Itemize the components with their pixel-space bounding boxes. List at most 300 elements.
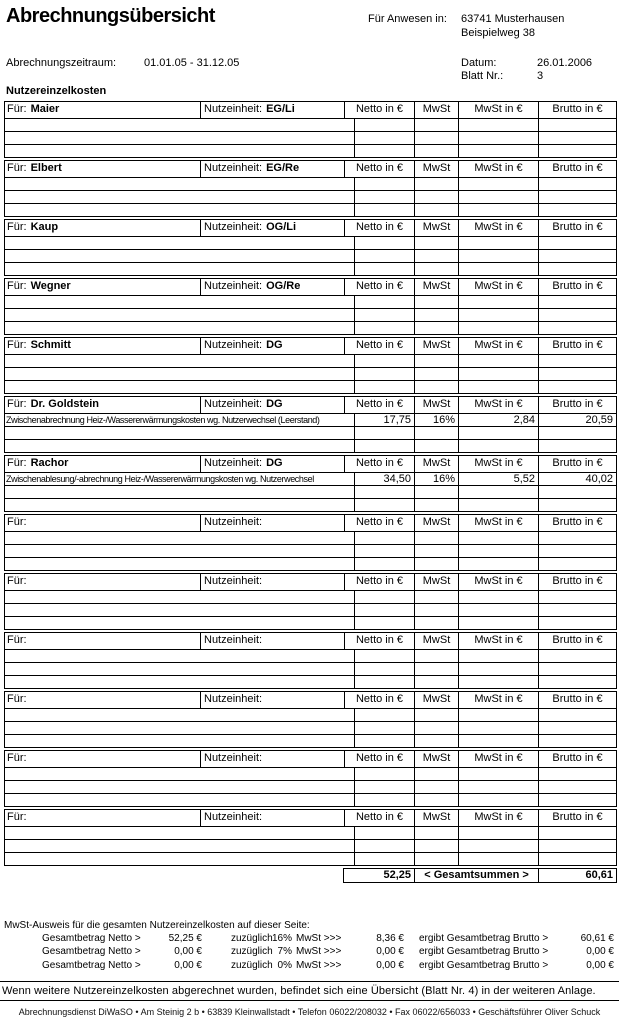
netto-value xyxy=(354,296,414,308)
brutto-value xyxy=(538,827,616,839)
col-header-mwst-eur: MwSt in € xyxy=(458,810,538,826)
fuer-label: Für: xyxy=(7,162,27,174)
cost-description xyxy=(5,440,354,452)
cost-description xyxy=(5,545,354,557)
mwst-rate-value xyxy=(414,204,458,216)
footer-company-line: Abrechnungsdienst DiWaSO • Am Steinig 2 b • 63839 Kleinwallstadt • Telefon 06022/208032 • Fax 06022/656033 • Geschäftsführer Oliver Schuck xyxy=(18,1007,601,1017)
mwst-rate-value xyxy=(414,355,458,367)
cost-block xyxy=(4,632,617,689)
brutto-value xyxy=(538,840,616,852)
mwst-eur-value xyxy=(458,145,538,157)
page-title: Abrechnungsübersicht xyxy=(6,5,215,27)
tenant-cell xyxy=(5,633,200,649)
col-header-mwst-eur: MwSt in € xyxy=(458,161,538,177)
vat-mwst-value: 8,36 € xyxy=(376,933,404,944)
cost-row xyxy=(5,203,616,216)
col-header-netto: Netto in € xyxy=(344,161,414,177)
brutto-value xyxy=(538,204,616,216)
cost-row xyxy=(5,367,616,380)
netto-value xyxy=(354,840,414,852)
brutto-value xyxy=(538,499,616,511)
vat-brutto-value: 0,00 € xyxy=(586,946,614,958)
cost-description xyxy=(5,132,354,144)
unit-cell xyxy=(200,161,344,177)
unit-cell xyxy=(200,338,344,354)
unit-cell xyxy=(200,692,344,708)
cost-description xyxy=(5,250,354,262)
cost-row xyxy=(5,295,616,308)
mwst-rate-value: 16% xyxy=(414,414,458,426)
brutto-value xyxy=(538,617,616,629)
mwst-rate-value xyxy=(414,735,458,747)
brutto-value xyxy=(538,591,616,603)
mwst-rate-value xyxy=(414,381,458,393)
cost-row xyxy=(5,131,616,144)
mwst-eur-value xyxy=(458,204,538,216)
sheet-number-value: 3 xyxy=(537,70,544,82)
tenant-cell xyxy=(5,220,200,236)
vat-netto-value: 0,00 € xyxy=(174,959,202,971)
brutto-value xyxy=(538,486,616,498)
tenant-name: Schmitt xyxy=(30,339,71,351)
cost-description xyxy=(5,768,354,780)
cost-row xyxy=(5,721,616,734)
cost-row xyxy=(5,544,616,557)
mwst-eur-value xyxy=(458,132,538,144)
vat-percent: 0% xyxy=(277,959,292,971)
block-header-row xyxy=(5,279,616,295)
brutto-value xyxy=(538,545,616,557)
mwst-eur-value xyxy=(458,676,538,688)
cost-block xyxy=(4,691,617,748)
netto-value xyxy=(354,309,414,321)
mwst-eur-value xyxy=(458,322,538,334)
col-header-mwst: MwSt xyxy=(414,751,458,767)
mwst-eur-value xyxy=(458,663,538,675)
netto-value xyxy=(354,604,414,616)
cost-description xyxy=(5,840,354,852)
col-header-brutto: Brutto in € xyxy=(538,279,616,295)
netto-value: 34,50 xyxy=(354,473,414,485)
col-header-mwst: MwSt xyxy=(414,456,458,472)
fuer-label: Für: xyxy=(7,280,27,292)
cost-row xyxy=(5,839,616,852)
mwst-eur-value xyxy=(458,427,538,439)
block-header-row xyxy=(5,338,616,354)
brutto-value xyxy=(538,145,616,157)
netto-value: 17,75 xyxy=(354,414,414,426)
netto-value xyxy=(354,499,414,511)
mwst-rate-value xyxy=(414,440,458,452)
cost-row xyxy=(5,852,616,865)
netto-value xyxy=(354,663,414,675)
col-header-mwst: MwSt xyxy=(414,338,458,354)
cost-row xyxy=(5,590,616,603)
vat-add-label: zuzüglich xyxy=(231,946,273,958)
unit-label: Nutzeinheit: xyxy=(204,634,263,646)
cost-description xyxy=(5,263,354,275)
cost-description xyxy=(5,558,354,570)
cost-block xyxy=(4,514,617,571)
vat-add-label: zuzüglich xyxy=(231,959,273,971)
mwst-eur-value xyxy=(458,263,538,275)
mwst-eur-value: 5,52 xyxy=(458,473,538,485)
vat-netto-value: 52,25 € xyxy=(168,933,202,944)
unit-cell xyxy=(200,633,344,649)
cost-row xyxy=(5,557,616,570)
brutto-value xyxy=(538,663,616,675)
cost-description xyxy=(5,827,354,839)
tenant-name: Rachor xyxy=(30,457,69,469)
cost-description xyxy=(5,591,354,603)
col-header-brutto: Brutto in € xyxy=(538,692,616,708)
tenant-cell xyxy=(5,515,200,531)
cost-block xyxy=(4,160,617,217)
cost-description xyxy=(5,322,354,334)
col-header-netto: Netto in € xyxy=(344,751,414,767)
totals-row xyxy=(343,868,617,883)
netto-value xyxy=(354,145,414,157)
unit-label: Nutzeinheit: xyxy=(204,752,263,764)
cost-description xyxy=(5,204,354,216)
cost-row xyxy=(5,531,616,544)
brutto-value xyxy=(538,119,616,131)
brutto-value xyxy=(538,440,616,452)
mwst-rate-value xyxy=(414,768,458,780)
cost-row xyxy=(5,144,616,157)
mwst-rate-value xyxy=(414,663,458,675)
cost-block xyxy=(4,455,617,512)
col-header-netto: Netto in € xyxy=(344,338,414,354)
brutto-value xyxy=(538,794,616,806)
date-label: Datum: xyxy=(461,57,497,69)
fuer-label: Für: xyxy=(7,575,27,587)
cost-row xyxy=(5,426,616,439)
mwst-rate-value xyxy=(414,309,458,321)
cost-row xyxy=(5,249,616,262)
unit-cell xyxy=(200,456,344,472)
unit-label: Nutzeinheit: xyxy=(204,457,263,469)
mwst-eur-value xyxy=(458,499,538,511)
cost-description xyxy=(5,794,354,806)
vat-brutto-value: 60,61 € xyxy=(580,933,614,944)
cost-description xyxy=(5,650,354,662)
cost-row xyxy=(5,472,616,485)
block-header-row xyxy=(5,810,616,826)
mwst-eur-value xyxy=(458,191,538,203)
footer-note: Wenn weitere Nutzereinzelkosten abgerechnet wurden, befindet sich eine Übersicht (Blatt Nr. 4) in der weiteren Anlage. xyxy=(0,981,619,1001)
mwst-eur-value xyxy=(458,768,538,780)
cost-description xyxy=(5,355,354,367)
cost-description xyxy=(5,676,354,688)
netto-value xyxy=(354,178,414,190)
netto-value xyxy=(354,119,414,131)
col-header-netto: Netto in € xyxy=(344,279,414,295)
tenant-cell xyxy=(5,751,200,767)
fuer-label: Für: xyxy=(7,103,27,115)
col-header-mwst: MwSt xyxy=(414,633,458,649)
vat-row xyxy=(0,933,619,946)
mwst-rate-value xyxy=(414,781,458,793)
mwst-eur-value xyxy=(458,794,538,806)
col-header-netto: Netto in € xyxy=(344,810,414,826)
cost-row xyxy=(5,826,616,839)
col-header-brutto: Brutto in € xyxy=(538,456,616,472)
cost-description xyxy=(5,145,354,157)
cost-block xyxy=(4,750,617,807)
tenant-cell xyxy=(5,279,200,295)
mwst-eur-value xyxy=(458,309,538,321)
fuer-label: Für: xyxy=(7,752,27,764)
netto-value xyxy=(354,263,414,275)
mwst-rate-value: 16% xyxy=(414,473,458,485)
col-header-brutto: Brutto in € xyxy=(538,161,616,177)
brutto-value xyxy=(538,604,616,616)
brutto-value xyxy=(538,309,616,321)
block-header-row xyxy=(5,220,616,236)
col-header-mwst: MwSt xyxy=(414,397,458,413)
mwst-rate-value xyxy=(414,237,458,249)
unit-label: Nutzeinheit: xyxy=(204,398,263,410)
unit-cell xyxy=(200,574,344,590)
unit-label: Nutzeinheit: xyxy=(204,693,263,705)
cost-description xyxy=(5,532,354,544)
mwst-rate-value xyxy=(414,604,458,616)
netto-value xyxy=(354,794,414,806)
col-header-brutto: Brutto in € xyxy=(538,633,616,649)
fuer-label: Für: xyxy=(7,693,27,705)
unit-label: Nutzeinheit: xyxy=(204,221,263,233)
brutto-value xyxy=(538,355,616,367)
cost-block xyxy=(4,337,617,394)
netto-value xyxy=(354,617,414,629)
mwst-eur-value xyxy=(458,827,538,839)
block-header-row xyxy=(5,456,616,472)
mwst-rate-value xyxy=(414,132,458,144)
col-header-mwst-eur: MwSt in € xyxy=(458,279,538,295)
unit-value: OG/Re xyxy=(266,280,301,292)
cost-row xyxy=(5,734,616,747)
cost-row xyxy=(5,662,616,675)
cost-row xyxy=(5,793,616,806)
cost-row xyxy=(5,780,616,793)
netto-value xyxy=(354,545,414,557)
cost-description xyxy=(5,486,354,498)
netto-value xyxy=(354,381,414,393)
cost-row xyxy=(5,708,616,721)
unit-label: Nutzeinheit: xyxy=(204,280,263,292)
brutto-value xyxy=(538,532,616,544)
cost-row xyxy=(5,498,616,511)
cost-blocks xyxy=(0,101,619,883)
col-header-mwst: MwSt xyxy=(414,574,458,590)
brutto-value xyxy=(538,381,616,393)
mwst-eur-value xyxy=(458,617,538,629)
col-header-mwst-eur: MwSt in € xyxy=(458,692,538,708)
cost-description xyxy=(5,368,354,380)
netto-value xyxy=(354,440,414,452)
mwst-eur-value xyxy=(458,296,538,308)
col-header-mwst-eur: MwSt in € xyxy=(458,751,538,767)
tenant-cell xyxy=(5,397,200,413)
cost-description xyxy=(5,604,354,616)
vat-result-label: ergibt Gesamtbetrag Brutto > xyxy=(419,933,549,944)
totals-netto: 52,25 xyxy=(383,869,411,881)
tenant-cell xyxy=(5,692,200,708)
col-header-mwst: MwSt xyxy=(414,220,458,236)
unit-cell xyxy=(200,397,344,413)
netto-value xyxy=(354,191,414,203)
fuer-label: Für: xyxy=(7,811,27,823)
cost-block xyxy=(4,809,617,866)
netto-value xyxy=(354,204,414,216)
cost-block xyxy=(4,278,617,335)
fuer-label: Für: xyxy=(7,398,27,410)
period-value: 01.01.05 - 31.12.05 xyxy=(144,57,240,69)
brutto-value: 20,59 xyxy=(538,414,616,426)
tenant-name: Dr. Goldstein xyxy=(30,398,100,410)
unit-value: EG/Li xyxy=(266,103,295,115)
fuer-label: Für: xyxy=(7,221,27,233)
mwst-rate-value xyxy=(414,650,458,662)
cost-description xyxy=(5,663,354,675)
col-header-netto: Netto in € xyxy=(344,102,414,118)
vat-netto-value: 0,00 € xyxy=(174,946,202,958)
mwst-rate-value xyxy=(414,119,458,131)
cost-description xyxy=(5,781,354,793)
netto-value xyxy=(354,827,414,839)
unit-label: Nutzeinheit: xyxy=(204,103,263,115)
col-header-brutto: Brutto in € xyxy=(538,751,616,767)
brutto-value xyxy=(538,650,616,662)
mwst-rate-value xyxy=(414,545,458,557)
vat-summary xyxy=(0,933,619,973)
mwst-eur-value xyxy=(458,781,538,793)
brutto-value xyxy=(538,722,616,734)
mwst-rate-value xyxy=(414,591,458,603)
mwst-rate-value xyxy=(414,617,458,629)
vat-summary-title: MwSt-Ausweis für die gesamten Nutzereinzelkosten auf dieser Seite: xyxy=(4,920,310,931)
col-header-netto: Netto in € xyxy=(344,456,414,472)
cost-description xyxy=(5,853,354,865)
cost-block xyxy=(4,219,617,276)
mwst-rate-value xyxy=(414,263,458,275)
mwst-eur-value xyxy=(458,119,538,131)
col-header-brutto: Brutto in € xyxy=(538,397,616,413)
col-header-mwst: MwSt xyxy=(414,161,458,177)
mwst-eur-value xyxy=(458,532,538,544)
unit-cell xyxy=(200,810,344,826)
mwst-rate-value xyxy=(414,709,458,721)
tenant-name: Kaup xyxy=(30,221,59,233)
vat-netto-label: Gesamtbetrag Netto > xyxy=(42,959,141,971)
brutto-value xyxy=(538,676,616,688)
brutto-value xyxy=(538,853,616,865)
mwst-eur-value xyxy=(458,591,538,603)
col-header-mwst-eur: MwSt in € xyxy=(458,574,538,590)
cost-block xyxy=(4,573,617,630)
mwst-rate-value xyxy=(414,296,458,308)
tenant-cell xyxy=(5,338,200,354)
mwst-rate-value xyxy=(414,794,458,806)
date-value: 26.01.2006 xyxy=(537,57,593,69)
netto-value xyxy=(354,735,414,747)
fuer-label: Für: xyxy=(7,339,27,351)
mwst-eur-value xyxy=(458,853,538,865)
mwst-rate-value xyxy=(414,840,458,852)
vat-mwst-label: MwSt >>> xyxy=(296,959,342,971)
col-header-brutto: Brutto in € xyxy=(538,810,616,826)
cost-row xyxy=(5,616,616,629)
block-header-row xyxy=(5,161,616,177)
netto-value xyxy=(354,427,414,439)
netto-value xyxy=(354,591,414,603)
vat-netto-label: Gesamtbetrag Netto > xyxy=(42,946,141,958)
netto-value xyxy=(354,486,414,498)
mwst-rate-value xyxy=(414,499,458,511)
cost-description xyxy=(5,499,354,511)
cost-row xyxy=(5,190,616,203)
col-header-mwst: MwSt xyxy=(414,515,458,531)
tenant-cell xyxy=(5,456,200,472)
cost-description xyxy=(5,427,354,439)
col-header-mwst: MwSt xyxy=(414,279,458,295)
cost-description xyxy=(5,381,354,393)
col-header-netto: Netto in € xyxy=(344,692,414,708)
col-header-netto: Netto in € xyxy=(344,633,414,649)
vat-mwst-label: MwSt >>> xyxy=(296,933,342,944)
mwst-rate-value xyxy=(414,178,458,190)
mwst-rate-value xyxy=(414,486,458,498)
netto-value xyxy=(354,322,414,334)
vat-percent: 16% xyxy=(271,933,292,944)
netto-value xyxy=(354,853,414,865)
section-title: Nutzereinzelkosten xyxy=(6,85,107,97)
cost-description xyxy=(5,237,354,249)
netto-value xyxy=(354,355,414,367)
brutto-value xyxy=(538,296,616,308)
netto-value xyxy=(354,650,414,662)
cost-description xyxy=(5,709,354,721)
mwst-rate-value xyxy=(414,322,458,334)
tenant-cell xyxy=(5,810,200,826)
brutto-value xyxy=(538,191,616,203)
cost-row xyxy=(5,413,616,426)
vat-percent: 7% xyxy=(277,946,292,958)
mwst-rate-value xyxy=(414,191,458,203)
mwst-eur-value xyxy=(458,709,538,721)
brutto-value xyxy=(538,781,616,793)
unit-value: OG/Li xyxy=(266,221,297,233)
cost-description xyxy=(5,296,354,308)
col-header-mwst-eur: MwSt in € xyxy=(458,102,538,118)
block-header-row xyxy=(5,397,616,413)
cost-block xyxy=(4,101,617,158)
unit-label: Nutzeinheit: xyxy=(204,339,263,351)
brutto-value xyxy=(538,558,616,570)
totals-brutto: 60,61 xyxy=(538,869,616,882)
unit-value: DG xyxy=(266,457,283,469)
brutto-value xyxy=(538,368,616,380)
col-header-netto: Netto in € xyxy=(344,397,414,413)
mwst-eur-value xyxy=(458,178,538,190)
cost-row xyxy=(5,649,616,662)
brutto-value xyxy=(538,735,616,747)
mwst-rate-value xyxy=(414,145,458,157)
netto-value xyxy=(354,237,414,249)
col-header-netto: Netto in € xyxy=(344,574,414,590)
vat-mwst-value: 0,00 € xyxy=(376,959,404,971)
